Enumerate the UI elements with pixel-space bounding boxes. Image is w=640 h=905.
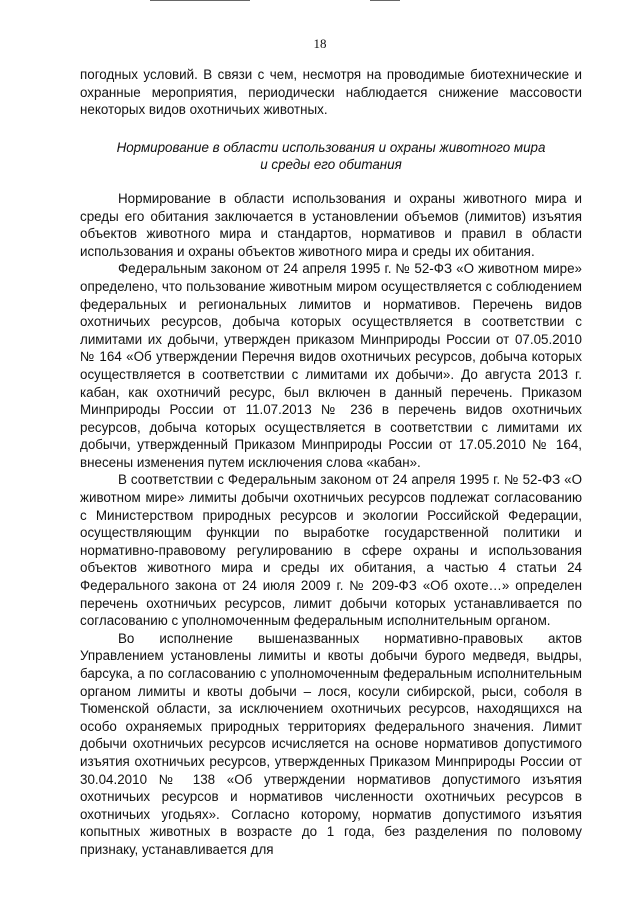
document-body <box>80 66 582 859</box>
page-number: 18 <box>313 36 327 51</box>
heading-line-2: и среды его обитания <box>260 157 402 173</box>
paragraph: Нормирование в области использования и охраны животного мира и среды его обитания заключается в установлении объемов (лимитов) изъятия объектов животного мира и стандартов, нормативов и правил в области использования и охраны объектов животного мира и среды их обитания. <box>80 190 582 259</box>
section-heading <box>80 139 582 174</box>
paragraph: Федеральным законом от 24 апреля 1995 г. № 52-ФЗ «О животном мире» определено, что пользование животным миром осуществляется с соблюдением федеральных и региональных лимитов и нормативов. Перечень видов охотничьих ресурсов, добыча которых осуществляется в соответствии с лимитами их добычи, утвержден приказом Минприроды России от 07.05.2010 № 164 «Об утверждении Перечня видов охотничьих ресурсов, добыча которых осуществляется в соответствии с лимитами их добычи». До августа 2013 г. кабан, как охотничий ресурс, был включен в данный перечень. Приказом Минприроды России от 11.07.2013 № 236 в перечень видов охотничьих ресурсов, добыча которых осуществляется в соответствии с лимитами их добычи, утвержденный Приказом Минприроды России от 17.05.2010 № 164, внесены изменения путем исключения слова «кабан». <box>80 261 582 470</box>
paragraph-intro: погодных условий. В связи с чем, несмотря на проводимые биотехнические и охранные мероприятия, периодически наблюдается снижение массовости некоторых видов охотничьих животных. <box>80 67 582 118</box>
paragraph: Во исполнение вышеназванных нормативно-правовых актов Управлением установлены лимиты и квоты добычи бурого медведя, выдры, барсука, а по согласованию с уполномоченным федеральным исполнительным органом лимиты и квоты добычи – лося, косули сибирской, рыси, соболя в Тюменской области, за исключением охотничьих ресурсов, находящихся на особо охраняемых природных территориях федерального значения. Лимит добычи охотничьих ресурсов исчисляется на основе нормативов допустимого изъятия охотничьих ресурсов, утвержденных Приказом Минприроды России от 30.04.2010 № 138 «Об утверждении нормативов допустимого изъятия охотничьих ресурсов и нормативов численности охотничьих ресурсов в охотничьих угодьях». Согласно которому, норматив допустимого изъятия копытных животных в возрасте до 1 года, без разделения по половому признаку, устанавливается для <box>80 630 582 857</box>
heading-line-1: Нормирование в области использования и охраны животного мира <box>116 139 546 155</box>
paragraph: В соответствии с Федеральным законом от 24 апреля 1995 г. № 52-ФЗ «О животном мире» лимиты добычи охотничьих ресурсов подлежат согласованию с Министерством природных ресурсов и экологии Российской Федерации, осуществляющим функции по выработке государственной политики и нормативно-правовому регулированию в сфере охраны и использования объектов животного мира и среды их обитания, а частью 4 статьи 24 Федерального закона от 24 июля 2009 г. № 209-ФЗ «Об охоте…» определен перечень охотничьих ресурсов, лимит добычи которых устанавливается по согласованию с уполномоченным федеральным исполнительным органом. <box>80 472 582 629</box>
scan-artifact-line <box>150 0 250 1</box>
scan-artifact-line <box>370 0 400 1</box>
